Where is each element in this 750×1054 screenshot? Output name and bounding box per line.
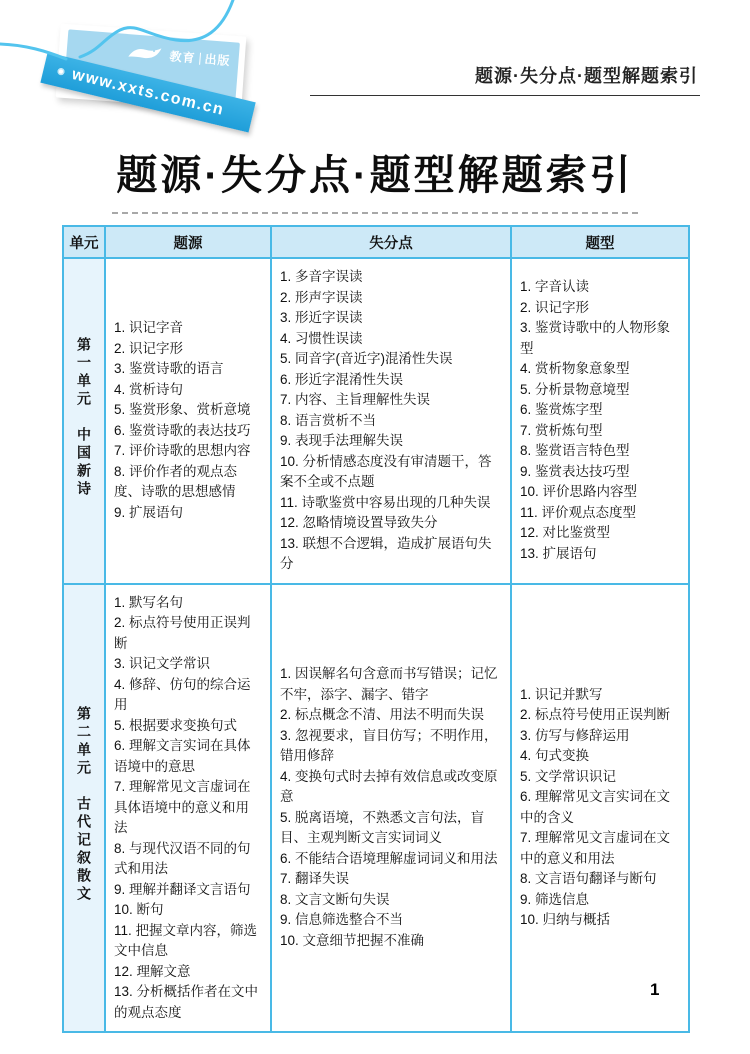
index-table: [62, 225, 690, 1033]
types-cell: [511, 584, 689, 1033]
list-item: 4. 赏析诗句: [114, 381, 184, 397]
list-item: 5. 鉴赏形象、赏析意境: [114, 402, 251, 418]
list-item: 13. 扩展语句: [520, 545, 597, 561]
list-item: 4. 修辞、仿句的综合运用: [114, 676, 251, 712]
list-item: 4. 变换句式时去掉有效信息或改变原意: [280, 768, 498, 805]
list-item: 3. 鉴赏诗歌中的人物形象型: [520, 320, 671, 356]
list-item: 2. 标点概念不清、用法不明而失误: [280, 707, 485, 723]
list-item: 5. 根据要求变换句式: [114, 717, 238, 733]
list-item: 12. 对比鉴赏型: [520, 525, 611, 541]
list-item: 9. 扩展语句: [114, 504, 184, 520]
list-item: 9. 表现手法理解失误: [280, 433, 404, 448]
list-item: 6. 理解常见文言实词在文中的含义: [520, 789, 671, 825]
unit-cell: [63, 584, 105, 1033]
list-item: 2. 标点符号使用正误判断: [520, 707, 671, 723]
unit-sublabel: 古代记叙散文: [76, 796, 92, 905]
list-item: 6. 不能结合语境理解虚词词义和用法: [280, 850, 498, 866]
running-title: 题源·失分点·题型解题索引: [475, 66, 698, 86]
list-item: 4. 赏析物象意象型: [520, 361, 630, 377]
table-row-unit1: [63, 258, 689, 584]
list-item: 5. 分析景物意境型: [520, 381, 630, 397]
list-item: 8. 与现代汉语不同的句式和用法: [114, 840, 251, 876]
column-header-types: 题型: [511, 226, 689, 258]
list-item: 7. 评价诗歌的思想内容: [114, 443, 251, 459]
list-item: 9. 筛选信息: [520, 891, 590, 907]
list-item: 13. 分析概括作者在文中的观点态度: [114, 984, 259, 1020]
list-item: 6. 形近字混淆性失误: [280, 371, 404, 387]
brand-label: 教育 出版: [169, 48, 232, 68]
list-item: 10. 分析情感态度没有审清题干，答案不全或不点题: [280, 453, 492, 489]
page-number: 1: [650, 980, 660, 999]
list-item: 7. 赏析炼句型: [520, 422, 603, 438]
source-cell: [105, 258, 271, 584]
list-item: 5. 脱离语境，不熟悉文言句法，盲目、主观判断文言实词词义: [280, 809, 485, 846]
list-item: 2. 形声字误读: [280, 289, 363, 305]
list-item: 10. 文意细节把握不准确: [280, 932, 425, 948]
column-header-source: 题源: [105, 226, 271, 258]
running-header: [310, 62, 700, 96]
table-row-unit2: [63, 584, 689, 1033]
list-item: 9. 信息筛选整合不当: [280, 912, 404, 928]
list-item: 2. 识记字形: [114, 340, 184, 356]
list-item: 7. 理解常见文言虚词在文中的意义和用法: [520, 830, 671, 866]
unit-label: 第一单元中国新诗: [76, 337, 92, 500]
column-header-lost-points: 失分点: [271, 226, 511, 258]
source-cell: [105, 584, 271, 1033]
string-icon: [0, 0, 290, 140]
list-item: 10. 断句: [114, 902, 164, 917]
list-item: 8. 鉴赏语言特色型: [520, 443, 630, 459]
list-item: 8. 文言文断句失误: [280, 891, 390, 907]
list-item: 3. 仿写与修辞运用: [520, 727, 630, 743]
list-item: 8. 评价作者的观点态度、诗歌的思想感情: [114, 463, 238, 500]
publisher-logo: [0, 0, 290, 140]
list-item: 8. 语言赏析不当: [280, 412, 377, 428]
page-title: 题源·失分点·题型解题索引: [112, 142, 637, 214]
header-row: [63, 226, 689, 258]
list-item: 6. 鉴赏诗歌的表达技巧: [114, 422, 251, 438]
list-item: 1. 多音字误读: [280, 269, 363, 284]
list-item: 1. 默写名句: [114, 594, 184, 610]
list-item: 2. 标点符号使用正误判断: [114, 615, 251, 651]
list-item: 10. 归纳与概括: [520, 912, 611, 928]
list-item: 3. 形近字误读: [280, 310, 363, 325]
list-item: 7. 翻译失误: [280, 871, 350, 887]
title-wrap: [0, 142, 750, 214]
list-item: 5. 同音字(音近字)混淆性失误: [280, 351, 453, 366]
unit-cell: [63, 258, 105, 584]
list-item: 10. 评价思路内容型: [520, 484, 638, 500]
list-item: 5. 文学常识识记: [520, 768, 617, 784]
lost-points-cell: [271, 584, 511, 1033]
list-item: 9. 理解并翻译文言语句: [114, 881, 251, 897]
list-item: 7. 理解常见文言虚词在具体语境中的意义和用法: [114, 779, 251, 835]
list-item: 11. 诗歌鉴赏中容易出现的几种失误: [280, 494, 491, 510]
list-item: 7. 内容、主旨理解性失误: [280, 392, 431, 407]
list-item: 1. 字音认读: [520, 279, 590, 295]
list-item: 1. 因误解名句含意而书写错误；记忆不牢，添字、漏字、错字: [280, 666, 498, 702]
list-item: 8. 文言语句翻译与断句: [520, 871, 657, 887]
list-item: 12. 忽略情境设置导致失分: [280, 515, 438, 530]
list-item: 12. 理解文意: [114, 963, 191, 979]
list-item: 3. 忽视要求，盲目仿写；不明作用，错用修辞: [280, 727, 498, 764]
list-item: 6. 鉴赏炼字型: [520, 402, 603, 418]
list-item: 3. 识记文学常识: [114, 656, 211, 671]
list-item: 9. 鉴赏表达技巧型: [520, 463, 630, 479]
list-item: 11. 评价观点态度型: [520, 504, 637, 520]
list-item: 2. 识记字形: [520, 299, 590, 315]
list-item: 6. 理解文言实词在具体语境中的意思: [114, 738, 251, 774]
site-url-label: www.xxts.com.cn: [70, 65, 227, 119]
types-cell: [511, 258, 689, 584]
column-header-unit: 单元: [63, 226, 105, 258]
list-item: 1. 识记并默写: [520, 686, 603, 702]
unit-label: 第二单元古代记叙散文: [76, 706, 92, 905]
list-item: 1. 识记字音: [114, 320, 184, 336]
list-item: 13. 联想不合逻辑，造成扩展语句失分: [280, 535, 492, 571]
running-rule: [310, 95, 700, 96]
list-item: 4. 习惯性误读: [280, 330, 363, 346]
list-item: 11. 把握文章内容，筛选文中信息: [114, 922, 258, 958]
list-item: 3. 鉴赏诗歌的语言: [114, 361, 224, 377]
list-item: 4. 句式变换: [520, 748, 590, 764]
lost-points-cell: [271, 258, 511, 584]
unit-sublabel: 中国新诗: [76, 427, 92, 500]
